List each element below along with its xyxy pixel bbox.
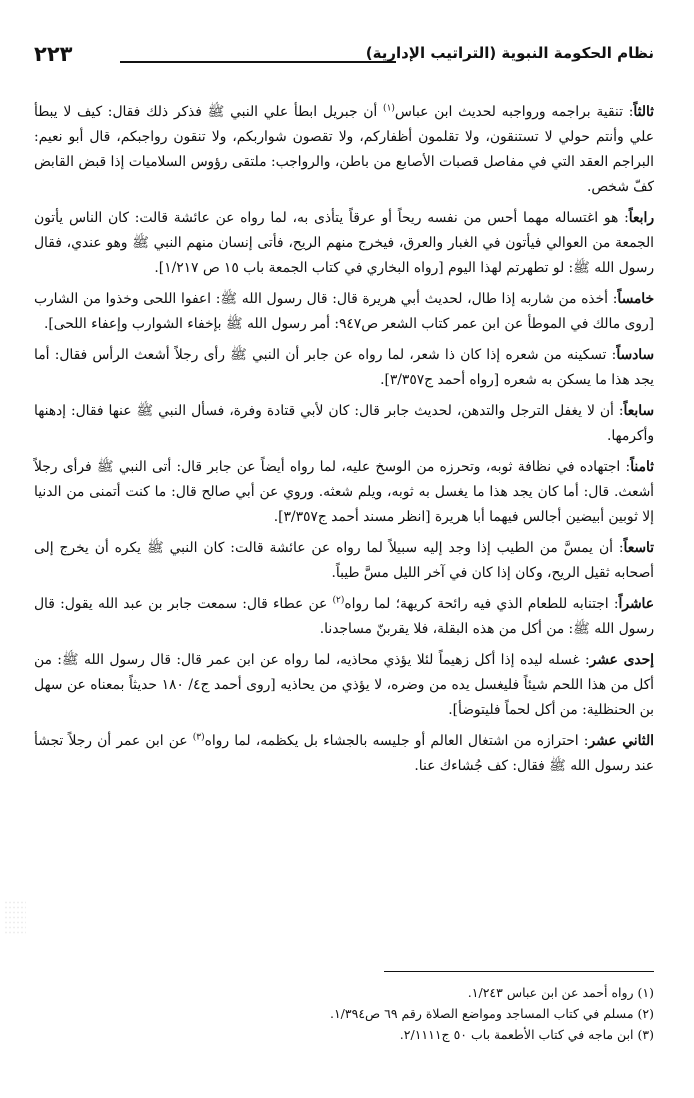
paragraph-text: : احترازه من اشتغال العالم أو جليسه بالجشاء بل يكظمه، لما رواه — [204, 733, 589, 749]
footnote-ref-2: (٢) — [332, 595, 345, 606]
paragraph-twelfth — [34, 729, 654, 779]
footnote-ref-3: (٣) — [192, 732, 205, 743]
scan-artifact — [4, 900, 26, 936]
paragraph-lead: إحدى عشر — [589, 652, 655, 668]
paragraph-lead: سادساً — [616, 347, 654, 363]
main-text — [34, 100, 654, 785]
paragraph-ninth — [34, 536, 654, 586]
paragraph-text: عن ابن عمر أن رجلاً تجشأ عند رسول الله ﷺ فقال: كف جُشاءك عنا. — [34, 733, 654, 774]
paragraph-text: : اجتنابه للطعام الذي فيه رائحة كريهة؛ لما رواه — [344, 596, 619, 612]
paragraph-lead: رابعاً — [628, 210, 654, 226]
paragraph-lead: تاسعاً — [623, 540, 654, 556]
page-header — [34, 38, 654, 72]
paragraph-eighth — [34, 455, 654, 530]
footnote-ref-1: (١) — [383, 103, 395, 114]
paragraph-text: : غسله ليده إذا أكل زهيماً لئلا يؤذي محاذيه، لما رواه عن ابن عمر قال: قال رسول الله ﷺ: من أكل من هذا اللحم شيئاً فليغسل يده من وضره، لا يؤذي من يحاذيه [روى أحمد ج٤/ ١٨٠ حديثاً بمعناه عن سهل بن الحنظلية: من أكل لحماً فليتوضأ]. — [34, 652, 654, 718]
paragraph-eleventh — [34, 648, 654, 723]
paragraph-text: : اجتهاده في نظافة ثوبه، وتحرزه من الوسخ عليه، لما رواه أيضاً عن جابر قال: أتى النبي ﷺ فرأى رجلاً أشعث. قال: أما كان يجد هذا ما يغسل به ثوبه، ويلم شعثه. وروي عن أبي صالح قال: ما كنت أتمنى من الدنيا إلا ثوبين أبيضين أجالس فيهما أبا هريرة [انظر مسند أحمد ج٣/٣٥٧]. — [34, 459, 654, 525]
footnote-2: (٢) مسلم في كتاب المساجد ومواضع الصلاة رقم ٦٩ ص١/٣٩٤. — [329, 1006, 654, 1021]
paragraph-lead: عاشراً — [618, 596, 654, 612]
footnote-1: (١) رواه أحمد عن ابن عباس ١/٢٤٣. — [467, 985, 654, 1000]
paragraph-lead: ثامناً — [630, 459, 654, 475]
paragraph-fourth — [34, 206, 654, 281]
paragraph-text: : أخذه من شاربه إذا طال، لحديث أبي هريرة قال: قال رسول الله ﷺ: اعفوا اللحى وخذوا من الشارب [روى مالك في الموطأ عن ابن عمر كتاب الشعر ص٩٤٧: أمر رسول الله ﷺ بإخفاء الشوارب وإعفاء اللحى]. — [34, 291, 654, 332]
paragraph-text: : تنقية براجمه ورواجبه لحديث ابن عباس — [394, 104, 634, 120]
paragraph-fifth — [34, 287, 654, 337]
paragraph-seventh — [34, 399, 654, 449]
paragraph-tenth — [34, 592, 654, 642]
page-number: ٢٢٣ — [34, 42, 73, 66]
paragraph-text: : أن يمسَّ من الطيب إذا وجد إليه سبيلاً لما رواه عن عائشة قالت: كان النبي ﷺ يكره أن يخرج إلى أصحابه ثقيل الريح، وكان إذا كان في آخر الليل مسَّ طيباً. — [34, 540, 654, 581]
paragraph-lead: خامساً — [617, 291, 654, 307]
paragraph-text: عن عطاء قال: سمعت جابر بن عبد الله يقول: قال رسول الله ﷺ: من أكل من هذه البقلة، فلا يقربنّ مساجدنا. — [34, 596, 654, 637]
paragraph-text: : هو اغتساله مهما أحس من نفسه ريحاً أو عرقاً يتأذى به، لما رواه عن عائشة قالت: كان الناس يأتون الجمعة من العوالي فيأتون في الغبار والعرق، فيخرج منهم الريح، فأتى إنسان منهم النبي ﷺ وهو عندي، فقال رسول الله ﷺ: لو تطهرتم لهذا اليوم [رواه البخاري في كتاب الجمعة باب ١٥ ص ١/٢١٧]. — [34, 210, 654, 276]
paragraph-third — [34, 100, 654, 200]
footnote-3: (٣) ابن ماجه في كتاب الأطعمة باب ٥٠ ج٢/١١١١. — [399, 1027, 654, 1042]
footnotes — [34, 982, 654, 1045]
paragraph-lead: ثالثاً — [633, 104, 654, 120]
paragraph-sixth — [34, 343, 654, 393]
paragraph-text: : تسكينه من شعره إذا كان ذا شعر، لما رواه عن جابر أن النبي ﷺ رأى رجلاً أشعث الرأس فقال: أما يجد هذا ما يسكن به شعره [رواه أحمد ج٣/٣٥٧]. — [34, 347, 654, 388]
running-title: نظام الحكومة النبوية (التراتيب الإدارية) — [365, 44, 654, 62]
footnote-separator — [384, 971, 654, 972]
paragraph-text: : أن لا يغفل الترجل والتدهن، لحديث جابر قال: كان لأبي قتادة وفرة، فسأل النبي ﷺ عنها فقال: إدهنها وأكرمها. — [34, 403, 654, 444]
paragraph-text: أن جبريل ابطأ علي النبي ﷺ فذكر ذلك فقال: كيف لا يبطأ علي وأنتم حولي لا تستنقون، ولا تقلمون أظفاركم، ولا تقصون شواربكم، ولا تنقون رواجبكم، قال أبو نعيم: البراجم العقد التي في مفاصل قصبات الأصابع من باطن، والرواجب: ملتقى رؤوس السلاميات إذا قبض القابض كفّ شخص. — [34, 104, 654, 195]
header-rule — [120, 61, 396, 63]
paragraph-lead: الثاني عشر — [588, 733, 654, 749]
paragraph-lead: سابعاً — [623, 403, 654, 419]
